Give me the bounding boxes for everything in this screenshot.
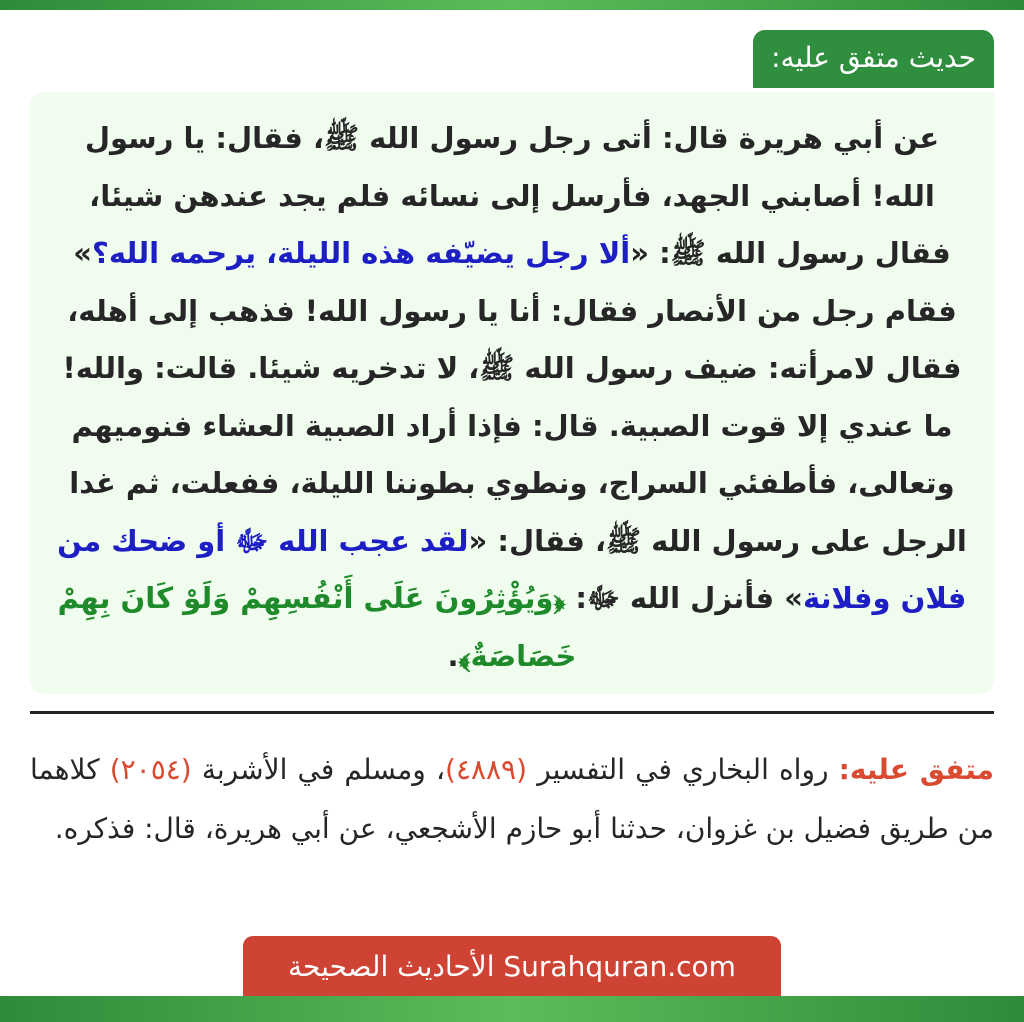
top-green-bar [0,0,1024,10]
quran-ayah: ﴿وَيُؤْثِرُونَ عَلَى أَنْفُسِهِمْ وَلَوْ كَانَ بِهِمْ خَصَاصَةٌ﴾ [57,581,577,673]
source-part-1: رواه البخاري في التفسير [527,753,839,786]
source-label: متفق عليه: [838,753,995,786]
hadith-quote-2: لقد عجب الله ﷻ أو ضحك من فلان وفلانة [57,523,967,615]
hadith-title-tab: حديث متفق عليه: [753,30,994,88]
source-text [30,740,994,858]
source-part-2: ، ومسلم في الأشربة [191,753,445,786]
bukhari-number: (٤٨٨٩) [445,753,528,786]
source-part-3: كلاهما من طريق فضيل بن غزوان، حدثنا أبو حازم الأشجعي، عن أبي هريرة، قال: فذكره. [30,753,994,845]
hadith-intro: عن أبي هريرة قال: أتى رجل رسول الله ﷺ، فقال: يا رسول الله! أصابني الجهد، فأرسل إلى نسائه فلم يجد عندهن شيئا، فقال رسول الله ﷺ: « [84,121,951,270]
hadith-quote-1: ألا رجل يضيّفه هذه الليلة، يرحمه الله؟ [92,236,631,270]
hadith-closing: » فأنزل الله ﷻ: [565,581,803,615]
bottom-green-bar [0,996,1024,1022]
hadith-text-box [30,92,994,694]
divider-line [30,711,994,714]
hadith-middle: » فقام رجل من الأنصار فقال: أنا يا رسول الله! فذهب إلى أهله، فقال لامرأته: ضيف رسول الله ﷺ، لا تدخريه شيئا. قالت: والله! ما عندي إلا قوت الصبية. قال: فإذا أراد الصبية العشاء فنوميهم وتعالى، فأطفئي السراج، ونطوي بطوننا الليلة، ففعلت، ثم غدا الرجل على رسول الله ﷺ، فقال: « [62,236,967,558]
muslim-number: (٢٠٥٤) [109,753,192,786]
hadith-end: . [447,638,459,673]
site-badge: الأحاديث الصحيحة Surahquran.com [243,936,781,998]
